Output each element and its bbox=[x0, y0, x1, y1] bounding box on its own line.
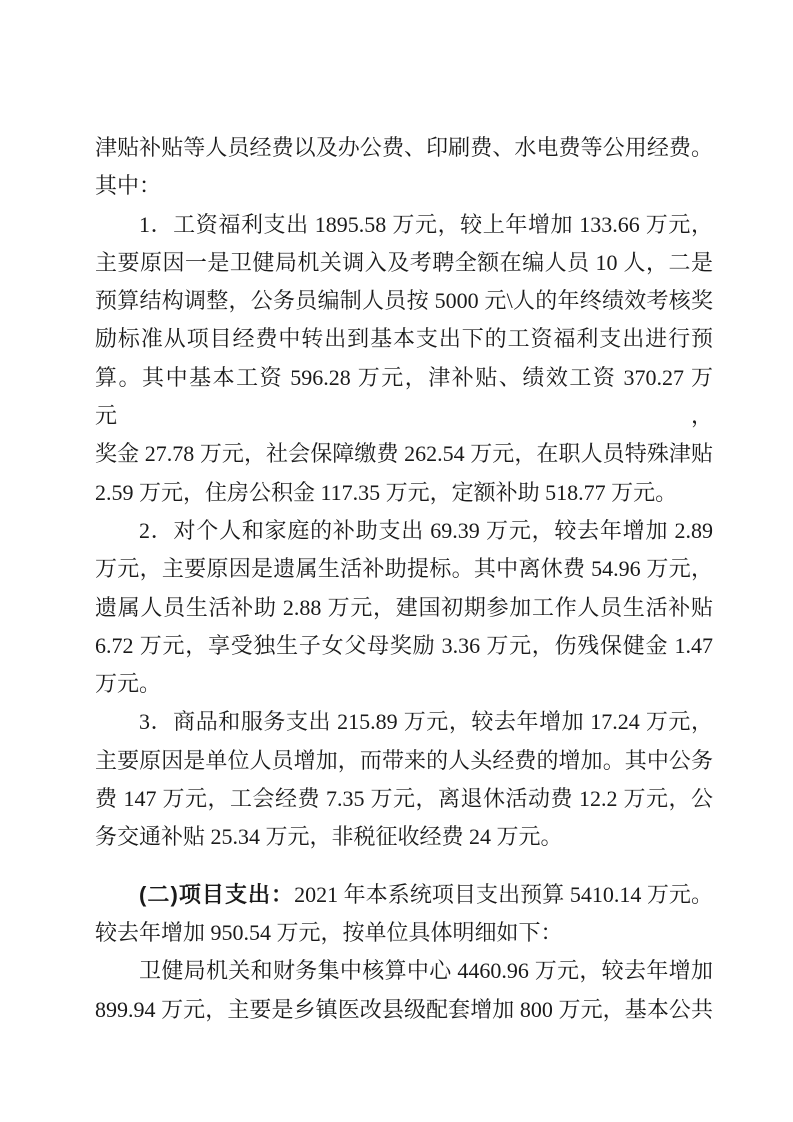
text-line: 励标准从项目经费中转出到基本支出下的工资福利支出进行预 bbox=[95, 326, 713, 352]
text-line: 主要原因是单位人员增加，而带来的人头经费的增加。其中公务 bbox=[95, 747, 713, 773]
text-line: 奖金 27.78 万元，社会保障缴费 262.54 万元，在职人员特殊津贴 bbox=[95, 441, 713, 467]
text-line: (二)项目支出：2021 年本系统项目支出预算 5410.14 万元。 bbox=[139, 881, 713, 907]
text-line: 1．工资福利支出 1895.58 万元，较上年增加 133.66 万元， bbox=[139, 211, 713, 237]
text-line: 2．对个人和家庭的补助支出 69.39 万元，较去年增加 2.89 bbox=[139, 517, 713, 543]
text-line: 其中： bbox=[95, 173, 162, 199]
text-line: 务交通补贴 25.34 万元，非税征收经费 24 万元。 bbox=[95, 824, 563, 850]
text-line: 万元。 bbox=[95, 671, 162, 697]
text-line: 遗属人员生活补助 2.88 万元，建国初期参加工作人员生活补贴 bbox=[95, 594, 713, 620]
text-line: 6.72 万元，享受独生子女父母奖励 3.36 万元，伤残保健金 1.47 bbox=[95, 632, 713, 658]
text-line: 主要原因一是卫健局机关调入及考聘全额在编人员 10 人，二是 bbox=[95, 249, 713, 275]
text-line: 较去年增加 950.54 万元，按单位具体明细如下： bbox=[95, 919, 563, 945]
text-line: 2.59 万元，住房公积金 117.35 万元，定额补助 518.77 万元。 bbox=[95, 479, 678, 505]
text-line: 卫健局机关和财务集中核算中心 4460.96 万元，较去年增加 bbox=[139, 958, 713, 984]
text-line: 万元，主要原因是遗属生活补助提标。其中离休费 54.96 万元， bbox=[95, 556, 713, 582]
text-line: 3．商品和服务支出 215.89 万元，较去年增加 17.24 万元， bbox=[139, 709, 713, 735]
text-line: 899.94 万元，主要是乡镇医改县级配套增加 800 万元，基本公共 bbox=[95, 996, 713, 1022]
text-line: 津贴补贴等人员经费以及办公费、印刷费、水电费等公用经费。 bbox=[95, 135, 713, 160]
text-line: 费 147 万元，工会经费 7.35 万元，离退休活动费 12.2 万元，公 bbox=[95, 786, 713, 812]
page-content bbox=[95, 129, 713, 1029]
text-line: 预算结构调整，公务员编制人员按 5000 元\人的年终绩效考核奖 bbox=[95, 288, 713, 314]
section-heading-label: (二)项目支出： bbox=[139, 881, 295, 907]
text-line: 算。其中基本工资 596.28 万元，津补贴、绩效工资 370.27 万元， bbox=[95, 364, 713, 429]
